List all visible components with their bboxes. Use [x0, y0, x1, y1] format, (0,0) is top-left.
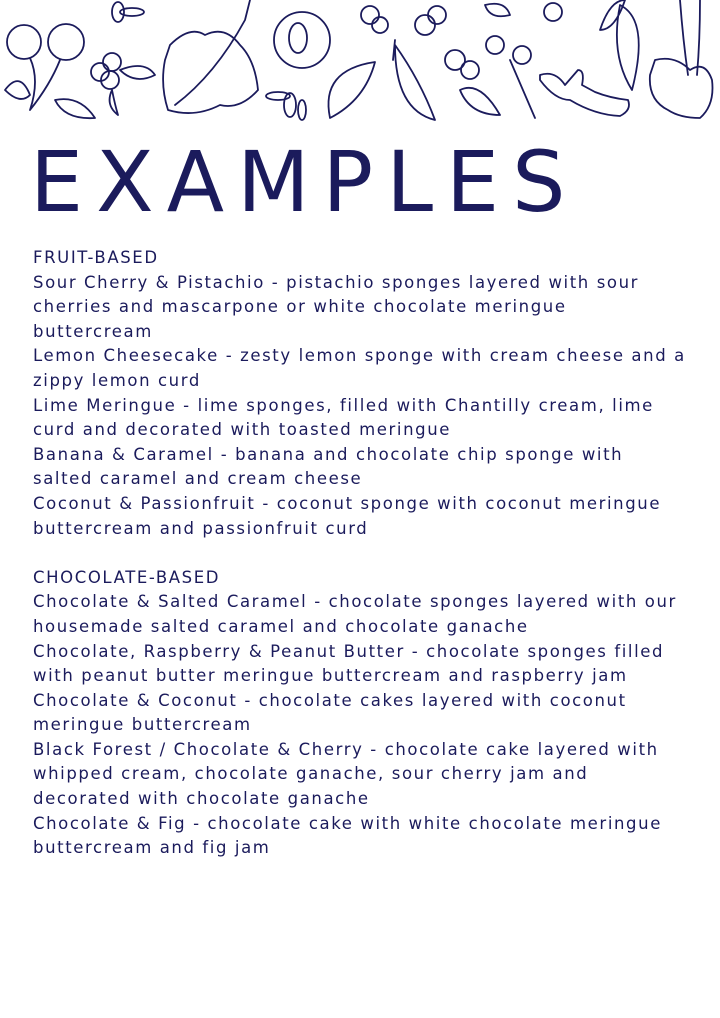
- bee-illustration: [266, 92, 306, 120]
- item-text: Chocolate, Raspberry & Peanut Butter - chocolate sponges filled: [33, 641, 665, 661]
- list-item: [33, 394, 713, 443]
- list-item: [33, 492, 713, 541]
- item-text: Chocolate & Fig - chocolate cake with white chocolate meringue: [33, 813, 662, 833]
- list-item: [33, 443, 713, 492]
- raspberry-illustration: [361, 6, 535, 118]
- list-item: [33, 590, 713, 639]
- item-text: housemade salted caramel and chocolate ganache: [33, 616, 529, 636]
- item-text: buttercream and passionfruit curd: [33, 518, 369, 538]
- leaves-illustration: [328, 40, 435, 120]
- section-chocolate-based: [33, 566, 713, 861]
- item-text: Sour Cherry & Pistachio - pistachio sponges layered with sour: [33, 272, 640, 292]
- page-title: EXAMPLES: [30, 133, 579, 231]
- list-item: [33, 271, 713, 345]
- botanical-illustration-banner: [0, 0, 720, 125]
- item-text: zippy lemon curd: [33, 370, 201, 390]
- leaves-illustration: [600, 0, 713, 118]
- item-text: meringue buttercream: [33, 715, 252, 735]
- leaf-illustration: [163, 0, 258, 113]
- item-text: Black Forest / Chocolate & Cherry - chocolate cake layered with: [33, 739, 659, 759]
- item-text: decorated with chocolate ganache: [33, 789, 370, 809]
- list-item: [33, 812, 713, 861]
- item-text: whipped cream, chocolate ganache, sour cherry jam and: [33, 764, 589, 784]
- list-item: [33, 689, 713, 738]
- item-text: Coconut & Passionfruit - coconut sponge with coconut meringue: [33, 493, 662, 513]
- item-text: with peanut butter meringue buttercream and raspberry jam: [33, 666, 628, 686]
- bee-illustration: [112, 2, 144, 22]
- item-text: Lemon Cheesecake - zesty lemon sponge with cream cheese and a: [33, 346, 686, 366]
- item-text: cherries and mascarpone or white chocolate meringue: [33, 297, 567, 317]
- list-item: [33, 640, 713, 689]
- raspberry-illustration: [91, 53, 155, 115]
- section-heading: FRUIT-BASED: [33, 248, 159, 267]
- ginger-illustration: [540, 70, 629, 116]
- examples-list: [33, 246, 713, 885]
- item-text: buttercream and fig jam: [33, 838, 271, 858]
- item-text: Banana & Caramel - banana and chocolate chip sponge with: [33, 444, 624, 464]
- item-text: curd and decorated with toasted meringue: [33, 420, 452, 440]
- item-text: Lime Meringue - lime sponges, filled with Chantilly cream, lime: [33, 395, 654, 415]
- item-text: salted caramel and cream cheese: [33, 469, 363, 489]
- item-text: Chocolate & Coconut - chocolate cakes layered with coconut: [33, 690, 627, 710]
- item-text: buttercream: [33, 321, 153, 341]
- list-item: [33, 738, 713, 812]
- raspberry-illustration: [485, 3, 562, 21]
- item-text: Chocolate & Salted Caramel - chocolate sponges layered with our: [33, 592, 677, 612]
- nut-illustration: [274, 12, 330, 68]
- section-heading: CHOCOLATE-BASED: [33, 567, 221, 587]
- list-item: [33, 344, 713, 393]
- section-fruit-based: [33, 246, 713, 541]
- cherries-illustration: [5, 24, 95, 118]
